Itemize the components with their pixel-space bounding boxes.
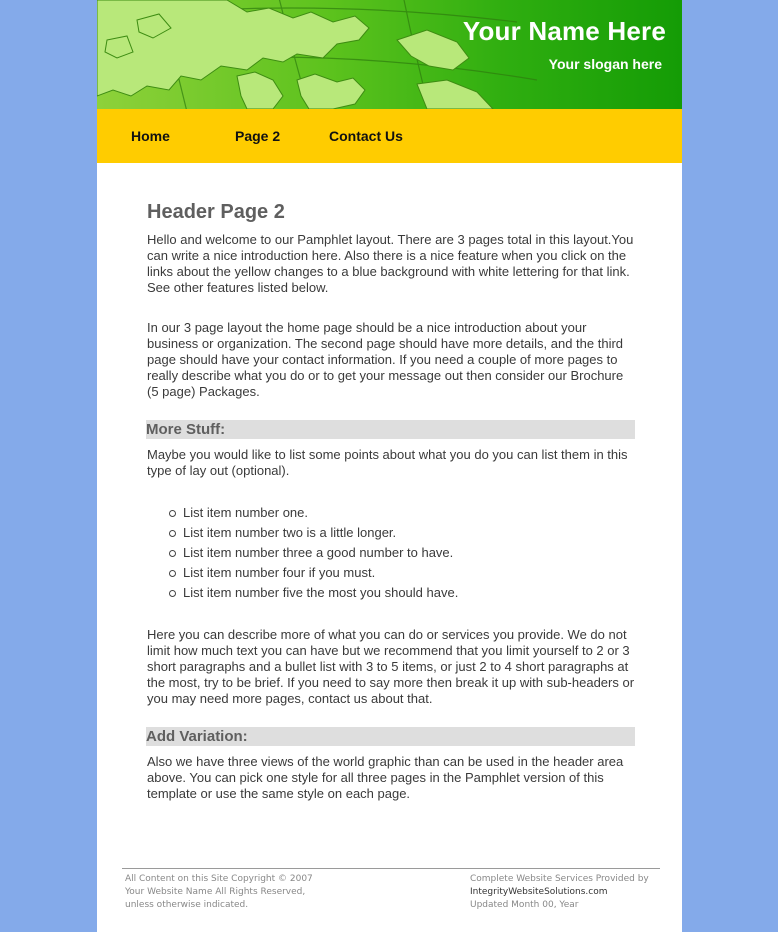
hollow-circle-bullet-icon xyxy=(169,530,176,537)
footer-updated: Updated Month 00, Year xyxy=(470,900,579,910)
footer-credits xyxy=(470,873,649,912)
footer-copyright-line-1: All Content on this Site Copyright © 2007 xyxy=(125,874,313,884)
hollow-circle-bullet-icon xyxy=(169,510,176,517)
list-item: List item number one. xyxy=(169,503,635,523)
section-1-paragraph: Maybe you would like to list some points about what you do you can list them in this type of lay out (optional). xyxy=(147,447,628,478)
hollow-circle-bullet-icon xyxy=(169,590,176,597)
section-1-after-paragraph: Here you can describe more of what you can do or services you provide. We do not limit how much text you can have but we recommend that you limit yourself to 2 or 3 short paragraphs and a bullet list with 3 to 5 items, or just 2 to 4 short paragraphs at the most, try to be brief. If you need to say more then break it up with sub-headers or you may need more pages, contact us about that. xyxy=(147,627,635,706)
list-item: List item number four if you must. xyxy=(169,563,635,583)
section-header-add-variation: Add Variation: xyxy=(146,727,635,746)
nav-item-page-2[interactable]: Page 2 xyxy=(235,128,281,144)
nav-item-contact-us[interactable]: Contact Us xyxy=(329,128,403,144)
main-content xyxy=(147,200,635,826)
section-header-more-stuff: More Stuff: xyxy=(146,420,635,439)
header-banner xyxy=(97,0,682,109)
footer-copyright-line-2: Your Website Name All Rights Reserved, xyxy=(125,887,306,897)
footer-credits-line-1: Complete Website Services Provided by xyxy=(470,874,649,884)
site-name: Your Name Here xyxy=(462,16,666,46)
list-item: List item number five the most you should have. xyxy=(169,583,635,603)
intro-paragraph-1: Hello and welcome to our Pamphlet layout. There are 3 pages total in this layout.You can write a nice introduction here. Also there is a nice feature when you click on the links about the yellow changes to a blue background with white lettering for that link. See other features listed below. xyxy=(147,232,634,295)
page-title: Header Page 2 xyxy=(147,201,285,223)
list-item: List item number three a good number to have. xyxy=(169,543,635,563)
list-item: List item number two is a little longer. xyxy=(169,523,635,543)
hollow-circle-bullet-icon xyxy=(169,550,176,557)
page-container xyxy=(97,0,682,932)
hollow-circle-bullet-icon xyxy=(169,570,176,577)
footer-copyright xyxy=(125,873,313,912)
intro-paragraph-2: In our 3 page layout the home page should be a nice introduction about your business or organization. The second page should have more details, and the third page should have your contact information. If you need a couple of more pages to really describe what you do or to get your message out then consider our Brochure (5 page) Packages. xyxy=(147,320,624,399)
site-slogan: Your slogan here xyxy=(548,56,662,72)
footer-divider xyxy=(122,868,660,869)
footer-provider-link[interactable]: IntegrityWebsiteSolutions.com xyxy=(470,887,608,897)
main-nav xyxy=(97,109,682,163)
footer-copyright-line-3: unless otherwise indicated. xyxy=(125,900,249,910)
bullet-list xyxy=(169,503,635,603)
nav-item-home[interactable]: Home xyxy=(131,128,170,144)
section-2-paragraph: Also we have three views of the world graphic than can be used in the header area above. You can pick one style for all three pages in the Pamphlet version of this template or use the same style on each page. xyxy=(147,754,624,801)
